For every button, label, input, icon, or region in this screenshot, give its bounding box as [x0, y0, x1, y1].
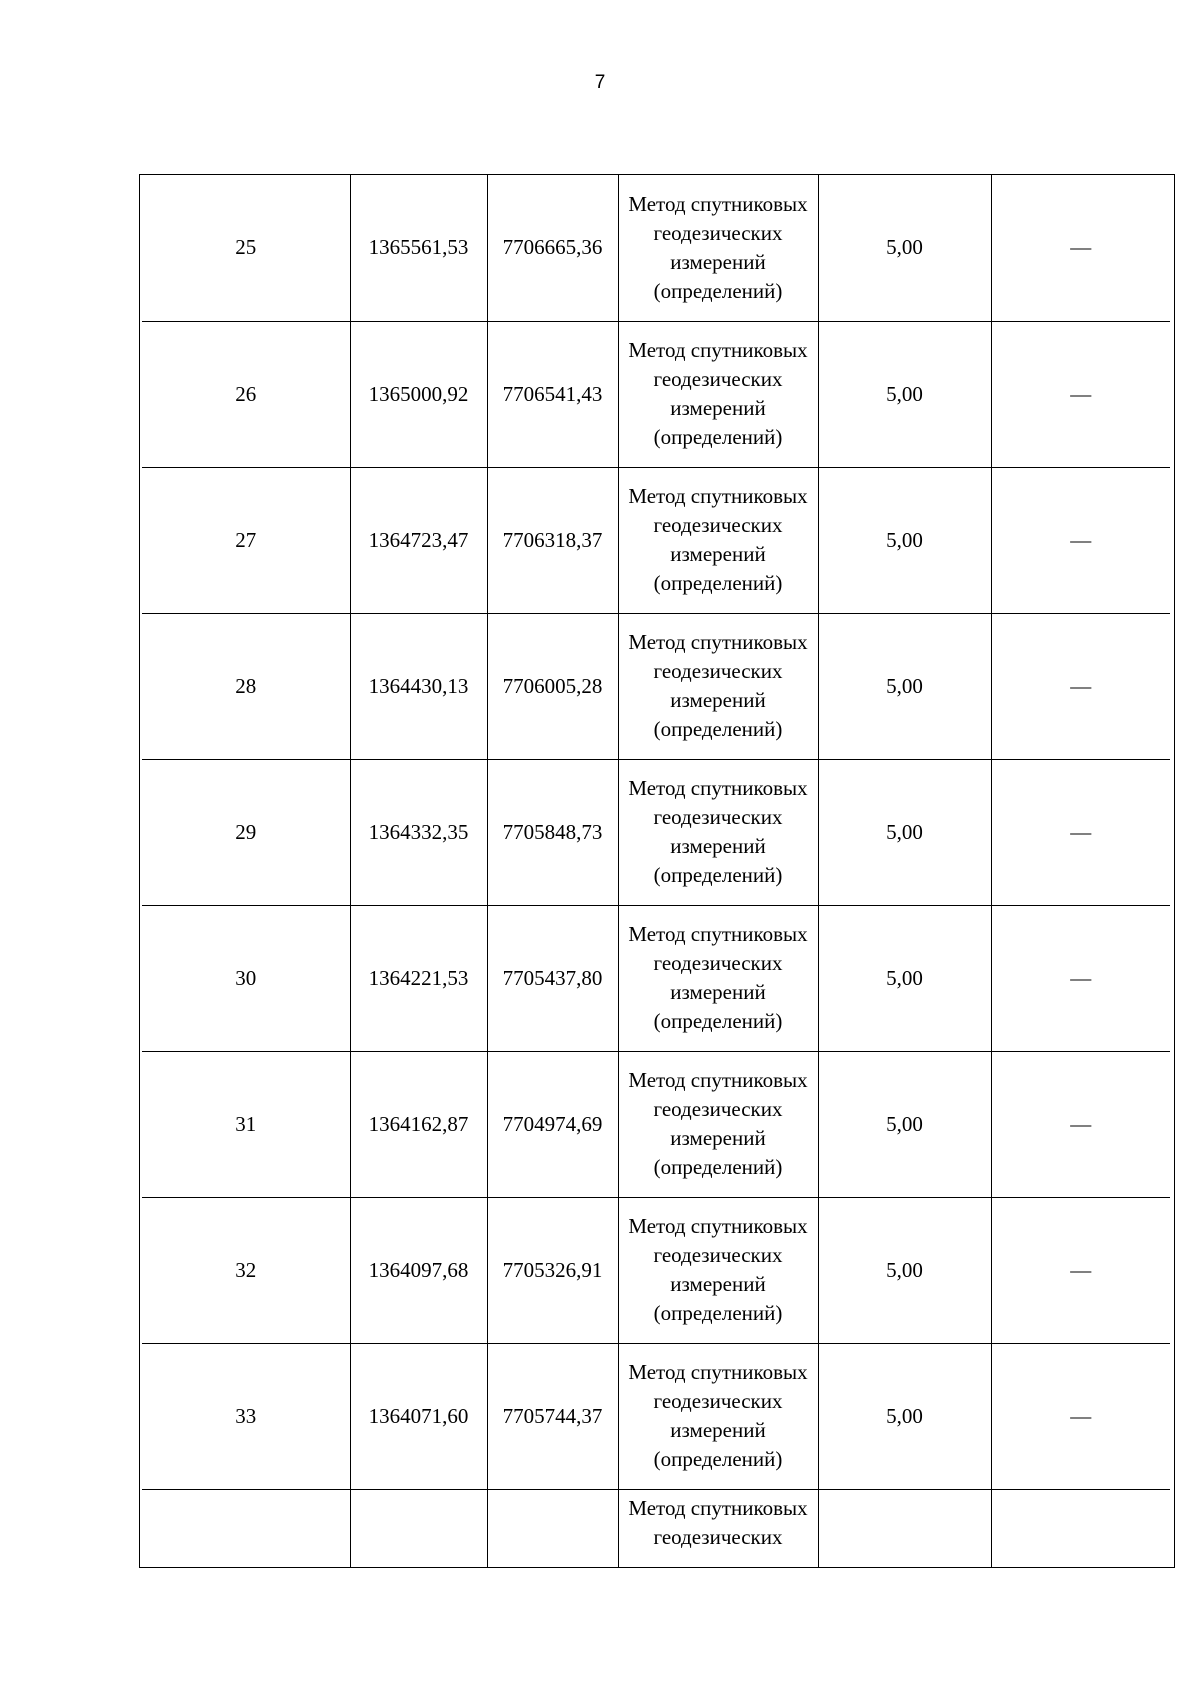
y-coordinate-cell: 7706541,43: [487, 321, 618, 467]
y-coordinate-cell: 7706318,37: [487, 467, 618, 613]
page-number: 7: [594, 72, 606, 93]
method-text: Метод спутниковых геодезических измерений (определений): [628, 191, 808, 303]
method-text: Метод спутниковых геодезических измерений (определений): [628, 1068, 808, 1179]
y-coordinate-cell: 7705326,91: [487, 1197, 618, 1343]
table-row: [142, 175, 1170, 321]
point-number-cell: 26: [142, 321, 350, 467]
table-row: [142, 1197, 1170, 1343]
table-row: [142, 759, 1170, 905]
point-number-cell: 29: [142, 759, 350, 905]
method-cell: [618, 759, 818, 905]
point-number-cell: 30: [142, 905, 350, 1051]
note-text: —: [1070, 819, 1092, 844]
point-number-cell: 32: [142, 1197, 350, 1343]
note-cell: [991, 175, 1170, 321]
note-cell: [991, 1051, 1170, 1197]
point-number-cell: 28: [142, 613, 350, 759]
x-coordinate-cell: 1364071,60: [350, 1343, 487, 1489]
note-text: —: [1070, 527, 1092, 552]
y-coordinate-cell: 7706665,36: [487, 175, 618, 321]
method-text: Метод спутниковых геодезических измерений (определений): [628, 338, 808, 449]
x-coordinate-cell: 1364097,68: [350, 1197, 487, 1343]
table-row: [142, 613, 1170, 759]
table-row-partial: [142, 1489, 1170, 1568]
note-cell: [991, 905, 1170, 1051]
point-number-cell: 31: [142, 1051, 350, 1197]
note-cell: [991, 613, 1170, 759]
point-number-cell: [142, 1489, 350, 1568]
x-coordinate-cell: 1364162,87: [350, 1051, 487, 1197]
table-row: [142, 1343, 1170, 1489]
method-text: Метод спутниковых геодезических измерений (определений): [628, 630, 808, 741]
y-coordinate-cell: 7706005,28: [487, 613, 618, 759]
point-number-cell: 33: [142, 1343, 350, 1489]
method-cell: [618, 175, 818, 321]
method-text: Метод спутниковых геодезических измерений (определений): [628, 1360, 808, 1471]
accuracy-cell: 5,00: [818, 613, 991, 759]
table-row: [142, 905, 1170, 1051]
note-text: —: [1070, 1403, 1092, 1428]
method-cell: [618, 613, 818, 759]
point-number-cell: 27: [142, 467, 350, 613]
coordinates-table-frame: [139, 174, 1175, 1568]
note-text: —: [1070, 1257, 1092, 1282]
method-text: Метод спутниковых геодезических измерений (определений): [628, 922, 808, 1033]
note-text: —: [1070, 673, 1092, 698]
table-row: [142, 467, 1170, 613]
method-cell: [618, 905, 818, 1051]
accuracy-cell: 5,00: [818, 1197, 991, 1343]
accuracy-cell: 5,00: [818, 1051, 991, 1197]
y-coordinate-cell: 7705437,80: [487, 905, 618, 1051]
accuracy-cell: 5,00: [818, 321, 991, 467]
method-cell: [618, 467, 818, 613]
method-text: Метод спутниковых геодезических измерений (определений): [628, 484, 808, 595]
accuracy-cell: [818, 1489, 991, 1568]
accuracy-cell: 5,00: [818, 905, 991, 1051]
method-cell: [618, 1489, 818, 1568]
table-row: [142, 1051, 1170, 1197]
note-text: —: [1070, 965, 1092, 990]
note-cell: [991, 1489, 1170, 1568]
x-coordinate-cell: 1365561,53: [350, 175, 487, 321]
accuracy-cell: 5,00: [818, 467, 991, 613]
x-coordinate-cell: 1364221,53: [350, 905, 487, 1051]
x-coordinate-cell: 1364430,13: [350, 613, 487, 759]
y-coordinate-cell: 7705848,73: [487, 759, 618, 905]
note-cell: [991, 1343, 1170, 1489]
accuracy-cell: 5,00: [818, 175, 991, 321]
note-cell: [991, 321, 1170, 467]
method-cell: [618, 321, 818, 467]
accuracy-cell: 5,00: [818, 1343, 991, 1489]
x-coordinate-cell: 1364332,35: [350, 759, 487, 905]
y-coordinate-cell: 7704974,69: [487, 1051, 618, 1197]
y-coordinate-cell: 7705744,37: [487, 1343, 618, 1489]
note-text: —: [1070, 235, 1092, 260]
y-coordinate-cell: [487, 1489, 618, 1568]
note-cell: [991, 467, 1170, 613]
x-coordinate-cell: [350, 1489, 487, 1568]
method-cell: [618, 1343, 818, 1489]
note-cell: [991, 1197, 1170, 1343]
table-row: [142, 321, 1170, 467]
method-text: Метод спутниковых геодезических: [628, 1495, 808, 1549]
point-number-cell: 25: [142, 175, 350, 321]
method-cell: [618, 1197, 818, 1343]
coordinates-table-body: [142, 175, 1170, 1568]
note-cell: [991, 759, 1170, 905]
accuracy-cell: 5,00: [818, 759, 991, 905]
method-cell: [618, 1051, 818, 1197]
x-coordinate-cell: 1365000,92: [350, 321, 487, 467]
note-text: —: [1070, 381, 1092, 406]
note-text: —: [1070, 1111, 1092, 1136]
coordinates-table: [142, 175, 1170, 1568]
method-text: Метод спутниковых геодезических измерений (определений): [628, 1214, 808, 1325]
method-text: Метод спутниковых геодезических измерений (определений): [628, 776, 808, 887]
x-coordinate-cell: 1364723,47: [350, 467, 487, 613]
